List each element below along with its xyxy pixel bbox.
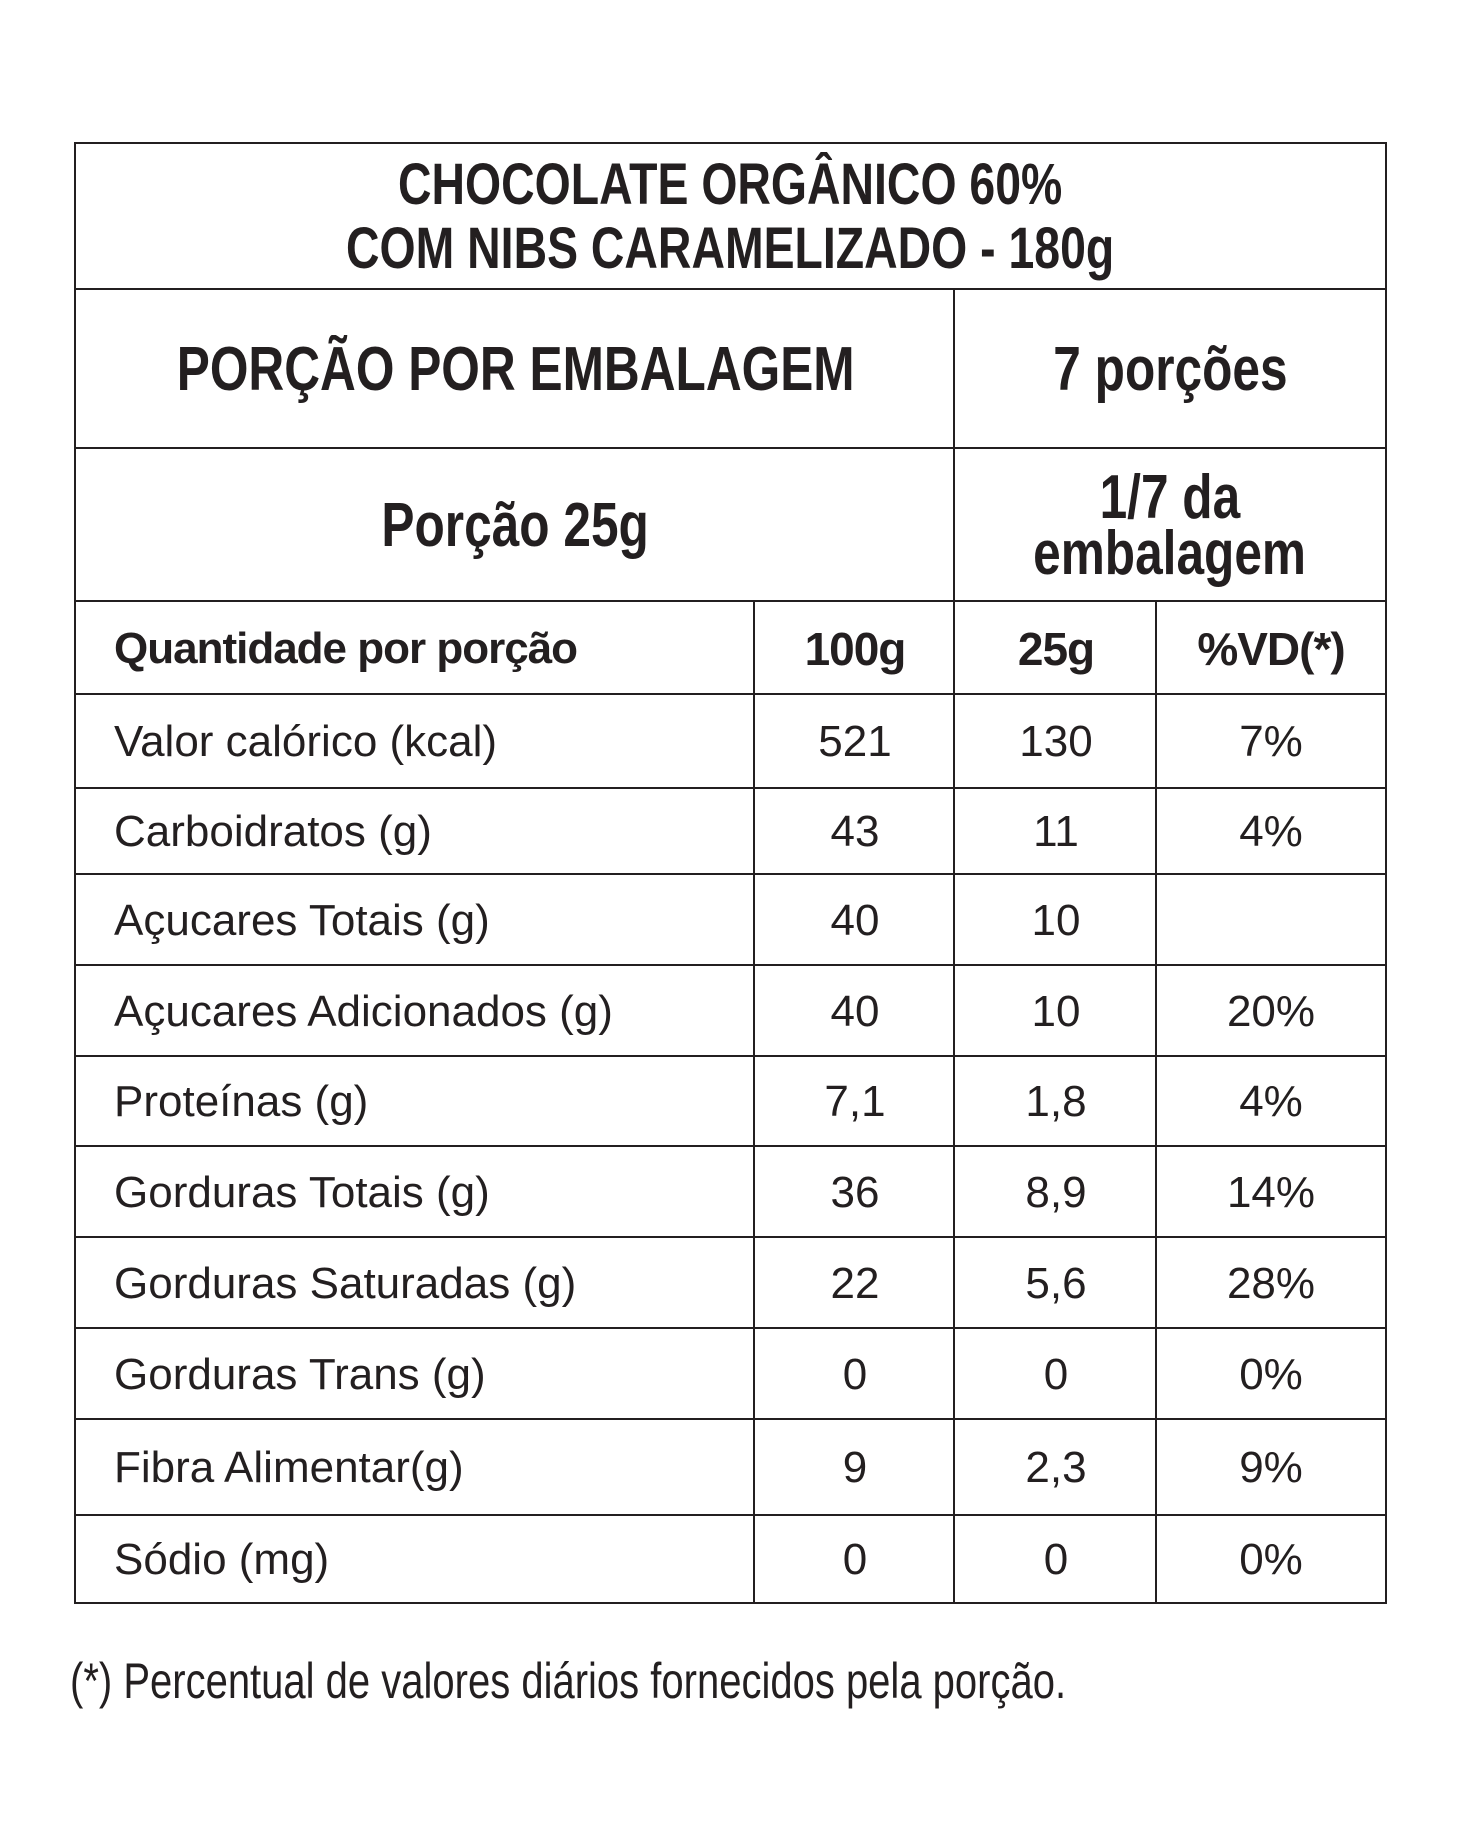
title-line-1: CHOCOLATE ORGÂNICO 60% bbox=[398, 152, 1063, 217]
value-vd: 20% bbox=[1226, 986, 1316, 1036]
value-100g: 7,1 bbox=[824, 1077, 886, 1126]
value-25g: 10 bbox=[1031, 986, 1081, 1036]
value-vd: 4% bbox=[1239, 807, 1303, 856]
nutrient-name: Açucares Adicionados (g) bbox=[114, 986, 613, 1036]
value-25g: 0 bbox=[1043, 1535, 1069, 1584]
column-header-25g: 25g bbox=[1017, 622, 1095, 675]
nutrient-name: Carboidratos (g) bbox=[114, 807, 432, 856]
value-25g: 11 bbox=[1033, 807, 1079, 856]
value-25g: 1,8 bbox=[1025, 1077, 1087, 1126]
value-100g: 521 bbox=[818, 717, 892, 766]
footnote: (*) Percentual de valores diários fornecidos pela porção. bbox=[70, 1653, 1067, 1709]
product-title bbox=[76, 144, 1385, 290]
value-vd: 0% bbox=[1239, 1535, 1303, 1584]
portion-fraction-cell bbox=[955, 449, 1385, 602]
servings-value-cell bbox=[955, 290, 1385, 449]
value-vd: 28% bbox=[1226, 1258, 1316, 1308]
column-header-quantity: Quantidade por porção bbox=[114, 623, 578, 673]
nutrition-table bbox=[74, 142, 1387, 1604]
portion-label: Porção 25g bbox=[381, 490, 650, 560]
value-100g: 40 bbox=[830, 895, 880, 945]
nutrient-name: Gorduras Saturadas (g) bbox=[114, 1258, 577, 1308]
value-25g: 10 bbox=[1031, 895, 1081, 945]
value-100g: 0 bbox=[842, 1535, 868, 1584]
nutrient-name: Valor calórico (kcal) bbox=[114, 717, 498, 766]
value-vd: 4% bbox=[1239, 1077, 1303, 1126]
nutrient-name: Proteínas (g) bbox=[114, 1077, 369, 1126]
value-100g: 43 bbox=[830, 807, 880, 856]
value-100g: 22 bbox=[830, 1258, 880, 1308]
servings-value: 7 porções bbox=[1052, 334, 1288, 404]
value-25g: 130 bbox=[1019, 717, 1093, 766]
nutrient-name: Gorduras Totais (g) bbox=[114, 1167, 490, 1217]
title-line-2: COM NIBS CARAMELIZADO - 180g bbox=[346, 216, 1115, 281]
value-100g: 0 bbox=[842, 1349, 868, 1399]
value-100g: 9 bbox=[842, 1443, 868, 1492]
column-header-vd: %VD(*) bbox=[1197, 622, 1345, 675]
nutrient-name: Sódio (mg) bbox=[114, 1535, 330, 1584]
nutrient-name: Gorduras Trans (g) bbox=[114, 1349, 486, 1399]
value-vd bbox=[1157, 875, 1385, 966]
portion-fraction-line-2: embalagem bbox=[1033, 518, 1307, 588]
value-25g: 5,6 bbox=[1025, 1258, 1087, 1308]
value-25g: 8,9 bbox=[1025, 1167, 1087, 1217]
value-vd: 9% bbox=[1239, 1443, 1303, 1492]
portion-label-cell bbox=[76, 449, 955, 602]
value-vd: 0% bbox=[1239, 1349, 1303, 1399]
value-25g: 2,3 bbox=[1025, 1443, 1087, 1492]
column-header-100g: 100g bbox=[804, 622, 906, 675]
value-25g: 0 bbox=[1043, 1349, 1069, 1399]
value-100g: 36 bbox=[830, 1167, 880, 1217]
value-vd: 7% bbox=[1239, 717, 1303, 766]
nutrient-name: Açucares Totais (g) bbox=[114, 895, 490, 945]
portion-fraction-line-1: 1/7 da bbox=[1099, 462, 1241, 532]
nutrient-name: Fibra Alimentar(g) bbox=[114, 1443, 464, 1492]
servings-label: PORÇÃO POR EMBALAGEM bbox=[176, 334, 855, 404]
value-vd: 14% bbox=[1226, 1167, 1316, 1217]
servings-label-cell bbox=[76, 290, 955, 449]
value-100g: 40 bbox=[830, 986, 880, 1036]
